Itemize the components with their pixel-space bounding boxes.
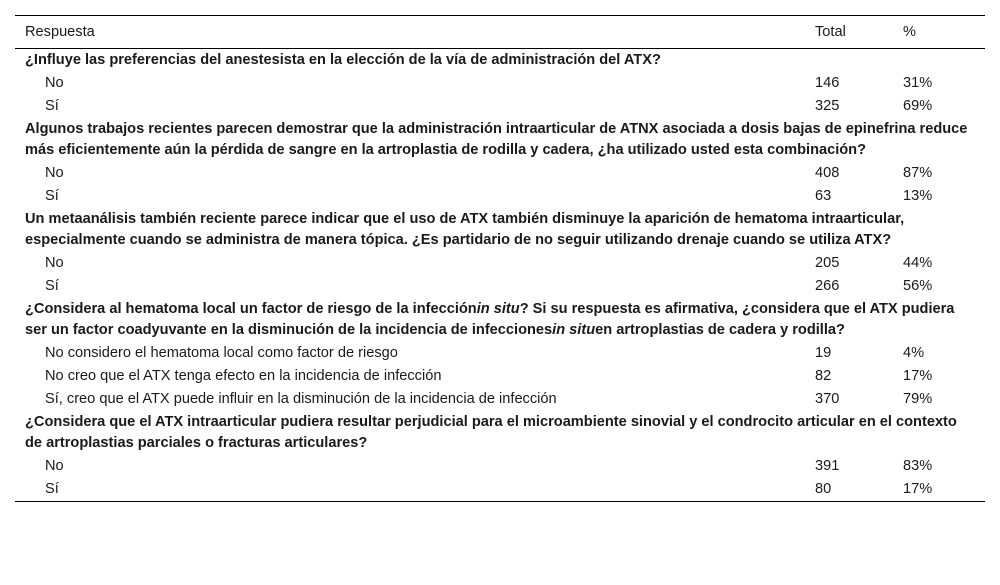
survey-results-table xyxy=(15,15,985,502)
answer-label: No xyxy=(45,255,64,271)
answer-percent: 83% xyxy=(903,458,933,474)
question-text-part: ? Si su respuesta es afirmativa, ¿considera que el ATX pudiera ser un factor coadyuvante en la disminución de la incidencia de infecciones xyxy=(25,301,955,338)
question-italic-term: in situ xyxy=(552,322,596,338)
question-text xyxy=(15,298,985,342)
answer-percent: 13% xyxy=(903,188,933,204)
answer-percent: 87% xyxy=(903,165,933,181)
answer-row xyxy=(15,162,985,185)
answer-row xyxy=(15,478,985,502)
answer-row xyxy=(15,185,985,208)
answer-total: 80 xyxy=(815,481,832,497)
answer-total: 205 xyxy=(815,255,840,271)
answer-row xyxy=(15,252,985,275)
answer-label: No xyxy=(45,75,64,91)
answer-row xyxy=(15,72,985,95)
answer-total: 146 xyxy=(815,75,840,91)
question-italic-term: in situ xyxy=(476,301,520,317)
answer-row xyxy=(15,455,985,478)
answer-total: 370 xyxy=(815,391,840,407)
question-text: Algunos trabajos recientes parecen demostrar que la administración intraarticular de ATNX asociada a dosis bajas de epinefrina reduce más eficientemente aún la pérdida de sangre en la artroplastia de rodilla y cadera, ¿ha utilizado usted esta combinación? xyxy=(25,121,968,158)
answer-percent: 79% xyxy=(903,391,933,407)
answer-percent: 44% xyxy=(903,255,933,271)
answer-label: No creo que el ATX tenga efecto en la incidencia de infección xyxy=(45,368,442,384)
answer-percent: 56% xyxy=(903,278,933,294)
question-row xyxy=(15,208,985,252)
question-row xyxy=(15,411,985,455)
question-text: Un metaanálisis también reciente parece indicar que el uso de ATX también disminuye la aparición de hematoma intraarticular, especialmente cuando se administra de manera tópica. ¿Es partidario de no seguir utilizando drenaje cuando se utiliza ATX? xyxy=(25,211,905,248)
answer-label: No xyxy=(45,165,64,181)
answer-total: 391 xyxy=(815,458,840,474)
answer-row xyxy=(15,275,985,298)
answer-total: 325 xyxy=(815,98,840,114)
question-row xyxy=(15,118,985,162)
answer-label: Sí xyxy=(45,188,59,204)
question-text: ¿Influye las preferencias del anestesista en la elección de la vía de administración del ATX? xyxy=(25,52,661,68)
answer-row xyxy=(15,342,985,365)
answer-label: No xyxy=(45,458,64,474)
answer-total: 19 xyxy=(815,345,832,361)
question-text-part: en artroplastias de cadera y rodilla? xyxy=(595,322,845,338)
answer-label: Sí xyxy=(45,481,59,497)
answer-percent: 17% xyxy=(903,368,933,384)
answer-label: Sí xyxy=(45,278,59,294)
question-row xyxy=(15,298,985,342)
header-row xyxy=(15,16,985,49)
answer-label: No considero el hematoma local como factor de riesgo xyxy=(45,345,398,361)
question-row xyxy=(15,49,985,73)
header-total: Total xyxy=(815,23,846,40)
answer-percent: 17% xyxy=(903,481,933,497)
header-response: Respuesta xyxy=(25,23,95,40)
answer-row xyxy=(15,95,985,118)
answer-row xyxy=(15,388,985,411)
answer-total: 408 xyxy=(815,165,840,181)
answer-total: 63 xyxy=(815,188,832,204)
answer-label: Sí, creo que el ATX puede influir en la disminución de la incidencia de infección xyxy=(45,391,557,407)
answer-label: Sí xyxy=(45,98,59,114)
answer-percent: 69% xyxy=(903,98,933,114)
header-percent: % xyxy=(903,23,916,40)
answer-total: 82 xyxy=(815,368,832,384)
question-text: ¿Considera que el ATX intraarticular pudiera resultar perjudicial para el microambiente sinovial y el condrocito articular en el contexto de artroplastias parciales o fracturas articulares? xyxy=(25,414,957,451)
answer-percent: 31% xyxy=(903,75,933,91)
answer-row xyxy=(15,365,985,388)
answer-percent: 4% xyxy=(903,345,925,361)
answer-total: 266 xyxy=(815,278,840,294)
question-text-part: ¿Considera al hematoma local un factor de riesgo de la infección xyxy=(25,301,477,317)
